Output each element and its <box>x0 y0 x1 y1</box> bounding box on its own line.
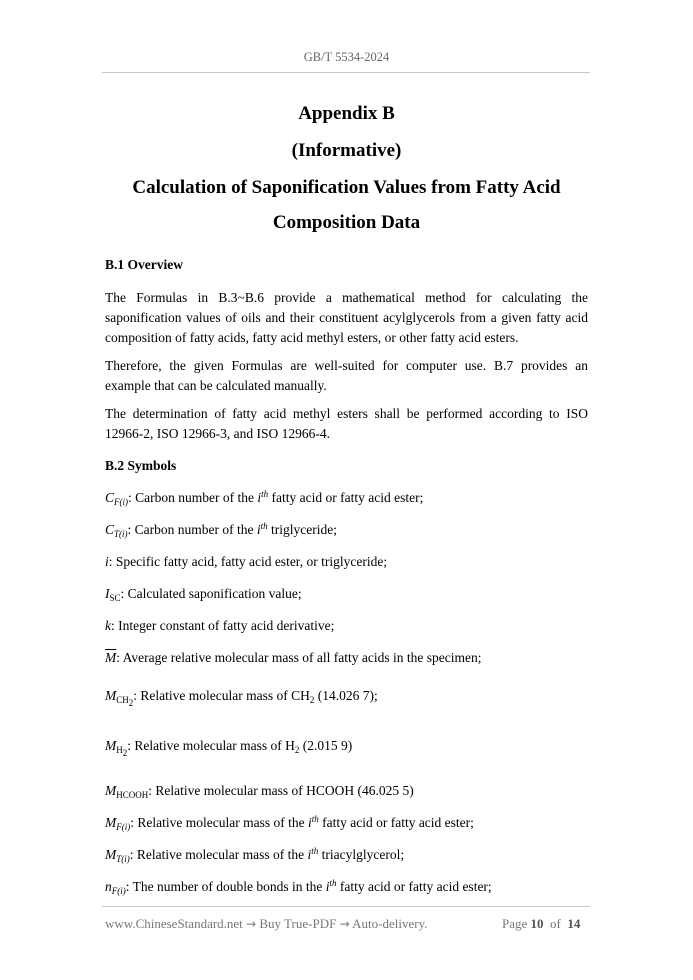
symbol-i: i: Specific fatty acid, fatty acid ester, or triglyceride; <box>105 554 388 569</box>
symbol-mh2: $M_{H_2}$: Relative molecular mass of $H_2$ (2.015 9) <box>105 738 353 758</box>
symbol-ct: $C_{T(i)}$: Carbon number of the $i^{th}$ triglyceride; <box>105 521 338 539</box>
section-heading-b2: B.2 Symbols <box>105 458 177 473</box>
symbol-k: k: Integer constant of fatty acid derivative; <box>105 618 335 633</box>
page-header: GB/T 5534-2024 <box>303 50 390 64</box>
arrow-right-icon: → <box>246 917 257 931</box>
appendix-title: Appendix B <box>298 103 395 124</box>
footer-links <box>105 916 428 932</box>
arrow-right-icon: → <box>339 917 350 931</box>
page-counter: Page 10 of 14 <box>502 916 581 931</box>
appendix-heading-line1: Calculation of Saponification Values from Fatty Acid <box>132 177 561 198</box>
paragraph-overview-3: The determination of fatty acid methyl esters shall be performed according to ISO 12966-2, ISO 12966-3, and ISO 12966-4. <box>105 406 588 441</box>
symbol-isc: $I_{SC}$: Calculated saponification value; <box>105 586 302 603</box>
auto-delivery-text: Auto-delivery. <box>349 916 428 931</box>
appendix-type: (Informative) <box>291 140 402 161</box>
symbol-nf: $n_{F(i)}$: The number of double bonds in the $i^{th}$ fatty acid or fatty acid ester; <box>105 878 492 896</box>
page-number: 10 <box>530 916 544 931</box>
appendix-heading-line2: Composition Data <box>272 212 421 233</box>
symbol-cf: $C_{F(i)}$: Carbon number of the $i^{th}$ fatty acid or fatty acid ester; <box>105 489 424 507</box>
paragraph-overview-1: The Formulas in B.3~B.6 provide a mathematical method for calculating the saponification values of oils and their constituent acylglycerols from a given fatty acid composition of fatty acids, fatty acid methyl esters, or other fatty acid esters. <box>105 290 588 345</box>
header-divider <box>102 72 590 73</box>
buy-pdf-text: Buy True-PDF <box>256 916 340 931</box>
page-total: 14 <box>567 916 581 931</box>
footer-divider <box>102 906 590 907</box>
section-heading-b1: B.1 Overview <box>105 257 183 272</box>
symbol-m-bar: $\overline{M}$: Average relative molecular mass of all fatty acids in the specimen; <box>105 650 482 665</box>
site-link[interactable]: www.ChineseStandard.net <box>105 916 243 931</box>
symbol-mch2: $M_{CH_2}$: Relative molecular mass of $CH_2$ (14.026 7); <box>105 688 378 708</box>
symbol-mhcooh: $M_{HCOOH}$: Relative molecular mass of HCOOH (46.025 5) <box>105 783 414 800</box>
symbol-mt: $M_{T(i)}$: Relative molecular mass of the $i^{th}$ triacylglycerol; <box>105 846 405 864</box>
paragraph-overview-2: Therefore, the given Formulas are well-suited for computer use. B.7 provides an example that can be calculated manually. <box>105 358 588 393</box>
symbol-mf: $M_{F(i)}$: Relative molecular mass of the $i^{th}$ fatty acid or fatty acid ester; <box>105 814 474 832</box>
